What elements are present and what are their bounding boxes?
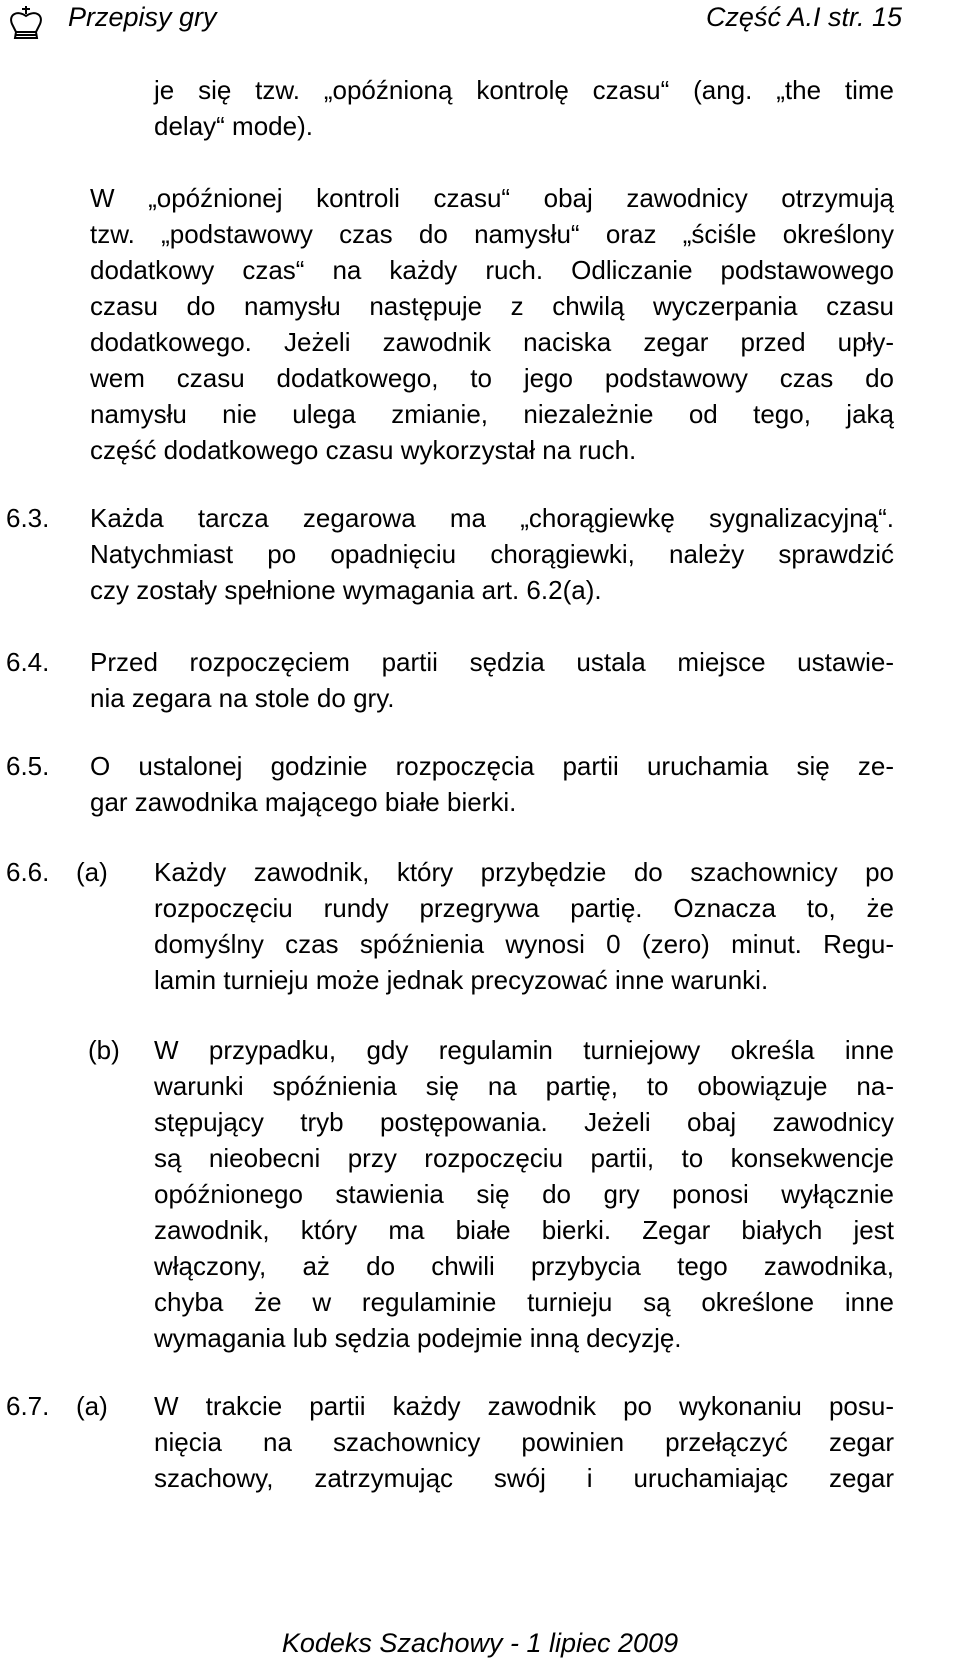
chess-king-icon <box>6 4 46 42</box>
text-line: czasu do namysłu następuje z chwilą wyczerpania czasu <box>90 291 894 321</box>
header-page-ref: Część A.I str. 15 <box>705 2 902 32</box>
text-line: W „opóźnionej kontroli czasu“ obaj zawodnicy otrzymują <box>90 183 894 213</box>
text-line: czy zostały spełnione wymagania art. 6.2(a). <box>90 575 602 605</box>
text-line: wem czasu dodatkowego, to jego podstawowy czas do <box>90 363 894 393</box>
page-header <box>0 0 960 50</box>
text-line: opóźnionego stawienia się do gry ponosi wyłącznie <box>154 1179 894 1209</box>
text-line: lamin turnieju może jednak precyzować inne warunki. <box>154 965 769 995</box>
text-line: nia zegara na stole do gry. <box>90 683 395 713</box>
item-label: (a) <box>76 857 108 887</box>
text-line: domyślny czas spóźnienia wynosi 0 (zero) minut. Regu- <box>154 929 894 959</box>
item-label: (a) <box>76 1391 108 1421</box>
article-number: 6.3. <box>6 503 50 533</box>
article-number: 6.5. <box>6 751 50 781</box>
page-footer: Kodeks Szachowy - 1 lipiec 2009 <box>281 1628 679 1658</box>
text-line: część dodatkowego czasu wykorzystał na ruch. <box>90 435 637 465</box>
text-line: je się tzw. „opóźnioną kontrolę czasu“ (ang. „the time <box>154 75 894 105</box>
text-line: Każdy zawodnik, który przybędzie do szachownicy po <box>154 857 894 887</box>
article-number: 6.4. <box>6 647 50 677</box>
header-title: Przepisy gry <box>68 2 217 32</box>
text-line: rozpoczęciu rundy przegrywa partię. Oznacza to, że <box>154 893 894 923</box>
text-line: warunki spóźnienia się na partię, to obowiązuje na- <box>154 1071 894 1101</box>
text-line: włączony, aż do chwili przybycia tego zawodnika, <box>154 1251 894 1281</box>
text-line: są nieobecni przy rozpoczęciu partii, to konsekwencje <box>154 1143 894 1173</box>
text-line: szachowy, zatrzymując swój i uruchamiając zegar <box>154 1463 894 1493</box>
text-line: namysłu nie ulega zmianie, niezależnie od tego, jaką <box>90 399 894 429</box>
text-line: dodatkowego. Jeżeli zawodnik naciska zegar przed upły- <box>90 327 894 357</box>
text-line: dodatkowy czas“ na każdy ruch. Odliczanie podstawowego <box>90 255 894 285</box>
text-line: Natychmiast po opadnięciu chorągiewki, należy sprawdzić <box>90 539 894 569</box>
text-line: O ustalonej godzinie rozpoczęcia partii uruchamia się ze- <box>90 751 894 781</box>
text-line: chyba że w regulaminie turnieju są określone inne <box>154 1287 894 1317</box>
text-line: W trakcie partii każdy zawodnik po wykonaniu posu- <box>154 1391 894 1421</box>
text-line: wymagania lub sędzia podejmie inną decyzję. <box>154 1323 682 1353</box>
text-line: delay“ mode). <box>154 111 313 141</box>
text-line: tzw. „podstawowy czas do namysłu“ oraz „ściśle określony <box>90 219 894 249</box>
article-number: 6.7. <box>6 1391 50 1421</box>
item-label: (b) <box>88 1035 120 1065</box>
text-line: nięcia na szachownicy powinien przełączyć zegar <box>154 1427 894 1457</box>
article-number: 6.6. <box>6 857 50 887</box>
text-line: zawodnik, który ma białe bierki. Zegar białych jest <box>154 1215 894 1245</box>
text-line: Przed rozpoczęciem partii sędzia ustala miejsce ustawie- <box>90 647 894 677</box>
text-line: stępujący tryb postępowania. Jeżeli obaj zawodnicy <box>154 1107 894 1137</box>
text-line: Każda tarcza zegarowa ma „chorągiewkę sygnalizacyjną“. <box>90 503 894 533</box>
text-line: gar zawodnika mającego białe bierki. <box>90 787 517 817</box>
text-line: W przypadku, gdy regulamin turniejowy określa inne <box>154 1035 894 1065</box>
